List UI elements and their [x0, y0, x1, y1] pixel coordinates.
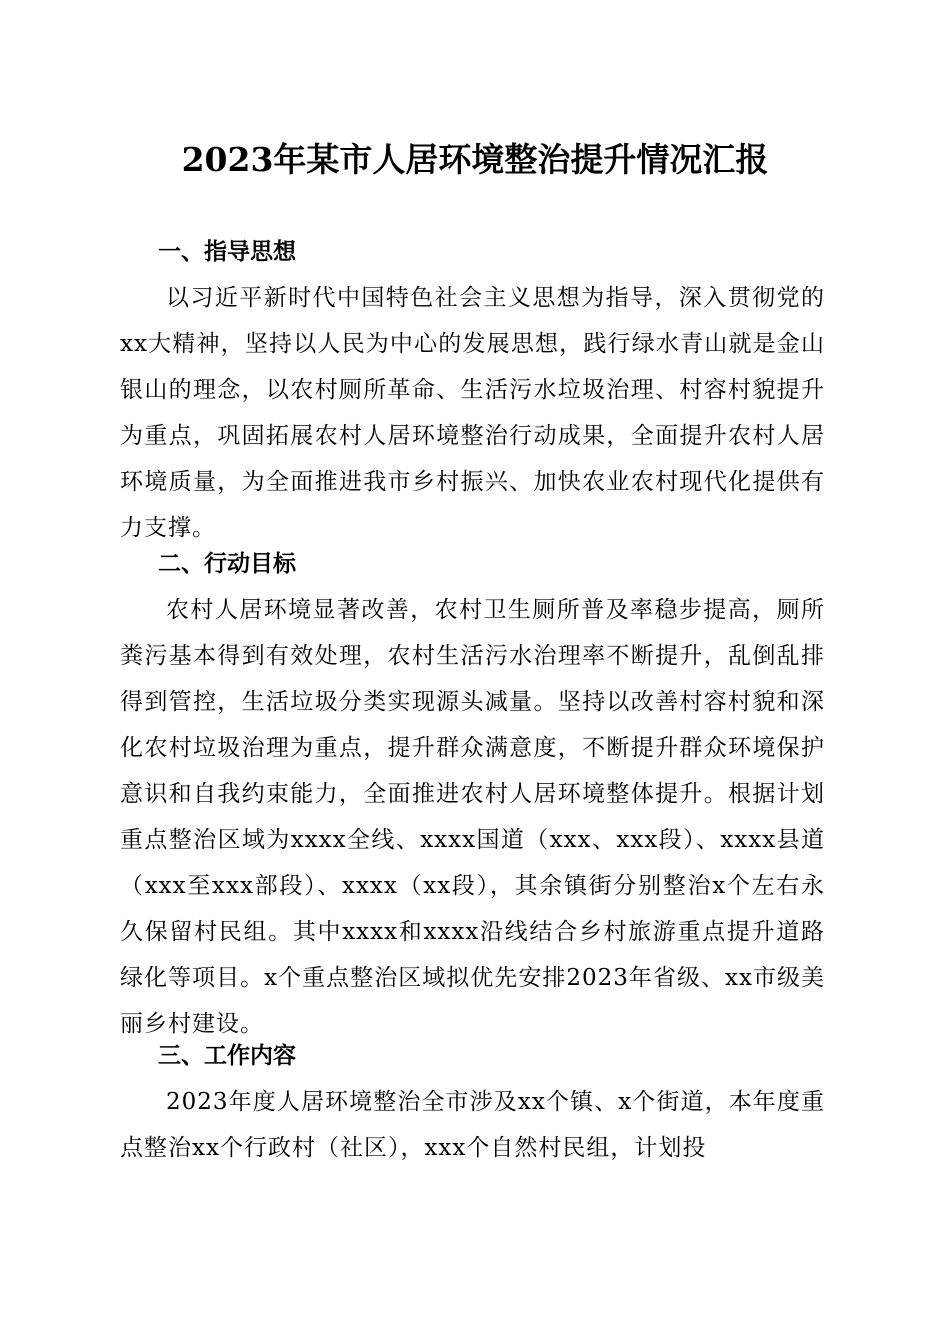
section-paragraph-guiding-ideology: 以习近平新时代中国特色社会主义思想为指导，深入贯彻党的xx大精神，坚持以人民为中心的发展思想，践行绿水青山就是金山银山的理念，以农村厕所革命、生活污水垃圾治理、村容村貌提升为重点，巩固拓展农村人居环境整治行动成果，全面提升农村人居环境质量，为全面推进我市乡村振兴、加快农业农村现代化提供有力支撑。 [120, 285, 825, 541]
section-heading-action-goals: 二、行动目标 [158, 551, 296, 577]
document-title: 2023年某市人居环境整治提升情况汇报 [181, 140, 769, 179]
section-paragraph-work-content: 2023年度人居环境整治全市涉及xx个镇、x个街道，本年度重点整治xx个行政村（社区），xxx个自然村民组，计划投 [120, 1089, 825, 1161]
section-paragraph-action-goals: 农村人居环境显著改善，农村卫生厕所普及率稳步提高，厕所粪污基本得到有效处理，农村生活污水治理率不断提升，乱倒乱排得到管控，生活垃圾分类实现源头减量。坚持以改善村容村貌和深化农村垃圾治理为重点，提升群众满意度，不断提升群众环境保护意识和自我约束能力，全面推进农村人居环境整体提升。根据计划重点整治区域为xxxx全线、xxxx国道（xxx、xxx段）、xxxx县道（xxx至xxx部段）、xxxx（xx段），其余镇街分别整治x个左右永久保留村民组。其中xxxx和xxxx沿线结合乡村旅游重点提升道路绿化等项目。x个重点整治区域拟优先安排2023年省级、xx市级美丽乡村建设。 [120, 597, 825, 1037]
section-heading-work-content: 三、工作内容 [158, 1043, 296, 1069]
section-heading-guiding-ideology: 一、指导思想 [158, 239, 296, 265]
